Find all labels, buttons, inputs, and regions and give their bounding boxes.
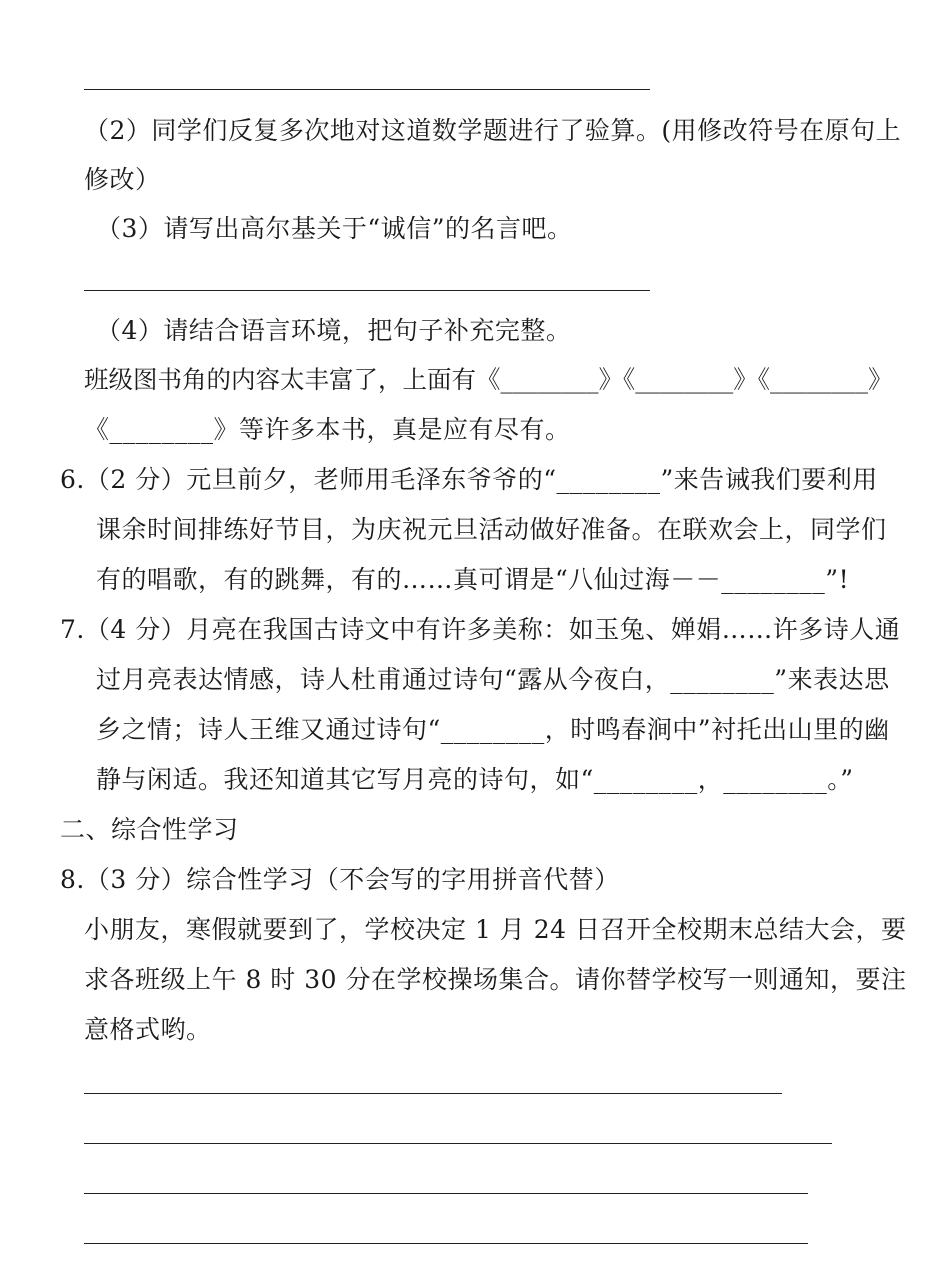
question-8-title: 8.（3 分）综合性学习（不会写的字用拼音代替） <box>60 865 620 894</box>
question-7-line-1: 7.（4 分）月亮在我国古诗文中有许多美称：如玉兔、婵娟……许多诗人通 <box>60 615 901 644</box>
answer-line[interactable] <box>84 1143 832 1144</box>
question-5-2-line-2: 修改） <box>84 165 161 194</box>
question-6-line-2: 课余时间排练好节目，为庆祝元旦活动做好准备。在联欢会上，同学们 <box>96 515 887 544</box>
question-5-3: （3）请写出高尔基关于“诚信”的名言吧。 <box>96 214 573 243</box>
answer-line[interactable] <box>84 290 650 291</box>
question-7-line-2: 过月亮表达情感，诗人杜甫通过诗句“露从今夜白，________”来表达思 <box>96 665 890 694</box>
answer-line[interactable] <box>84 1193 808 1194</box>
question-6-line-1: 6.（2 分）元旦前夕，老师用毛泽东爷爷的“________”来告诫我们要利用 <box>60 465 878 494</box>
question-5-4: （4）请结合语言环境，把句子补充完整。 <box>96 316 572 345</box>
question-5-2-line-1: （2）同学们反复多次地对这道数学题进行了验算。(用修改符号在原句上 <box>84 116 902 145</box>
question-6-line-3: 有的唱歌，有的跳舞，有的……真可谓是“八仙过海－－________”! <box>96 565 850 594</box>
question-7-line-3: 乡之情；诗人王维又通过诗句“________，时鸣春涧中”衬托出山里的幽 <box>96 715 890 744</box>
question-8-line-3: 意格式哟。 <box>84 1015 212 1044</box>
question-8-line-2: 求各班级上午 8 时 30 分在学校操场集合。请你替学校写一则通知，要注 <box>84 965 907 994</box>
question-5-4-sentence-line-2: 《________》等许多本书，真是应有尽有。 <box>84 415 571 444</box>
answer-line[interactable] <box>84 89 650 90</box>
section-2-heading: 二、综合性学习 <box>60 815 239 844</box>
question-5-4-sentence-line-1: 班级图书角的内容太丰富了，上面有《________》《________》《________》 <box>84 365 893 394</box>
question-8-line-1: 小朋友，寒假就要到了，学校决定 1 月 24 日召开全校期末总结大会，要 <box>84 915 907 944</box>
question-7-line-4: 静与闲适。我还知道其它写月亮的诗句，如“________，________。” <box>96 765 854 794</box>
answer-line[interactable] <box>84 1093 782 1094</box>
answer-line[interactable] <box>84 1243 808 1244</box>
